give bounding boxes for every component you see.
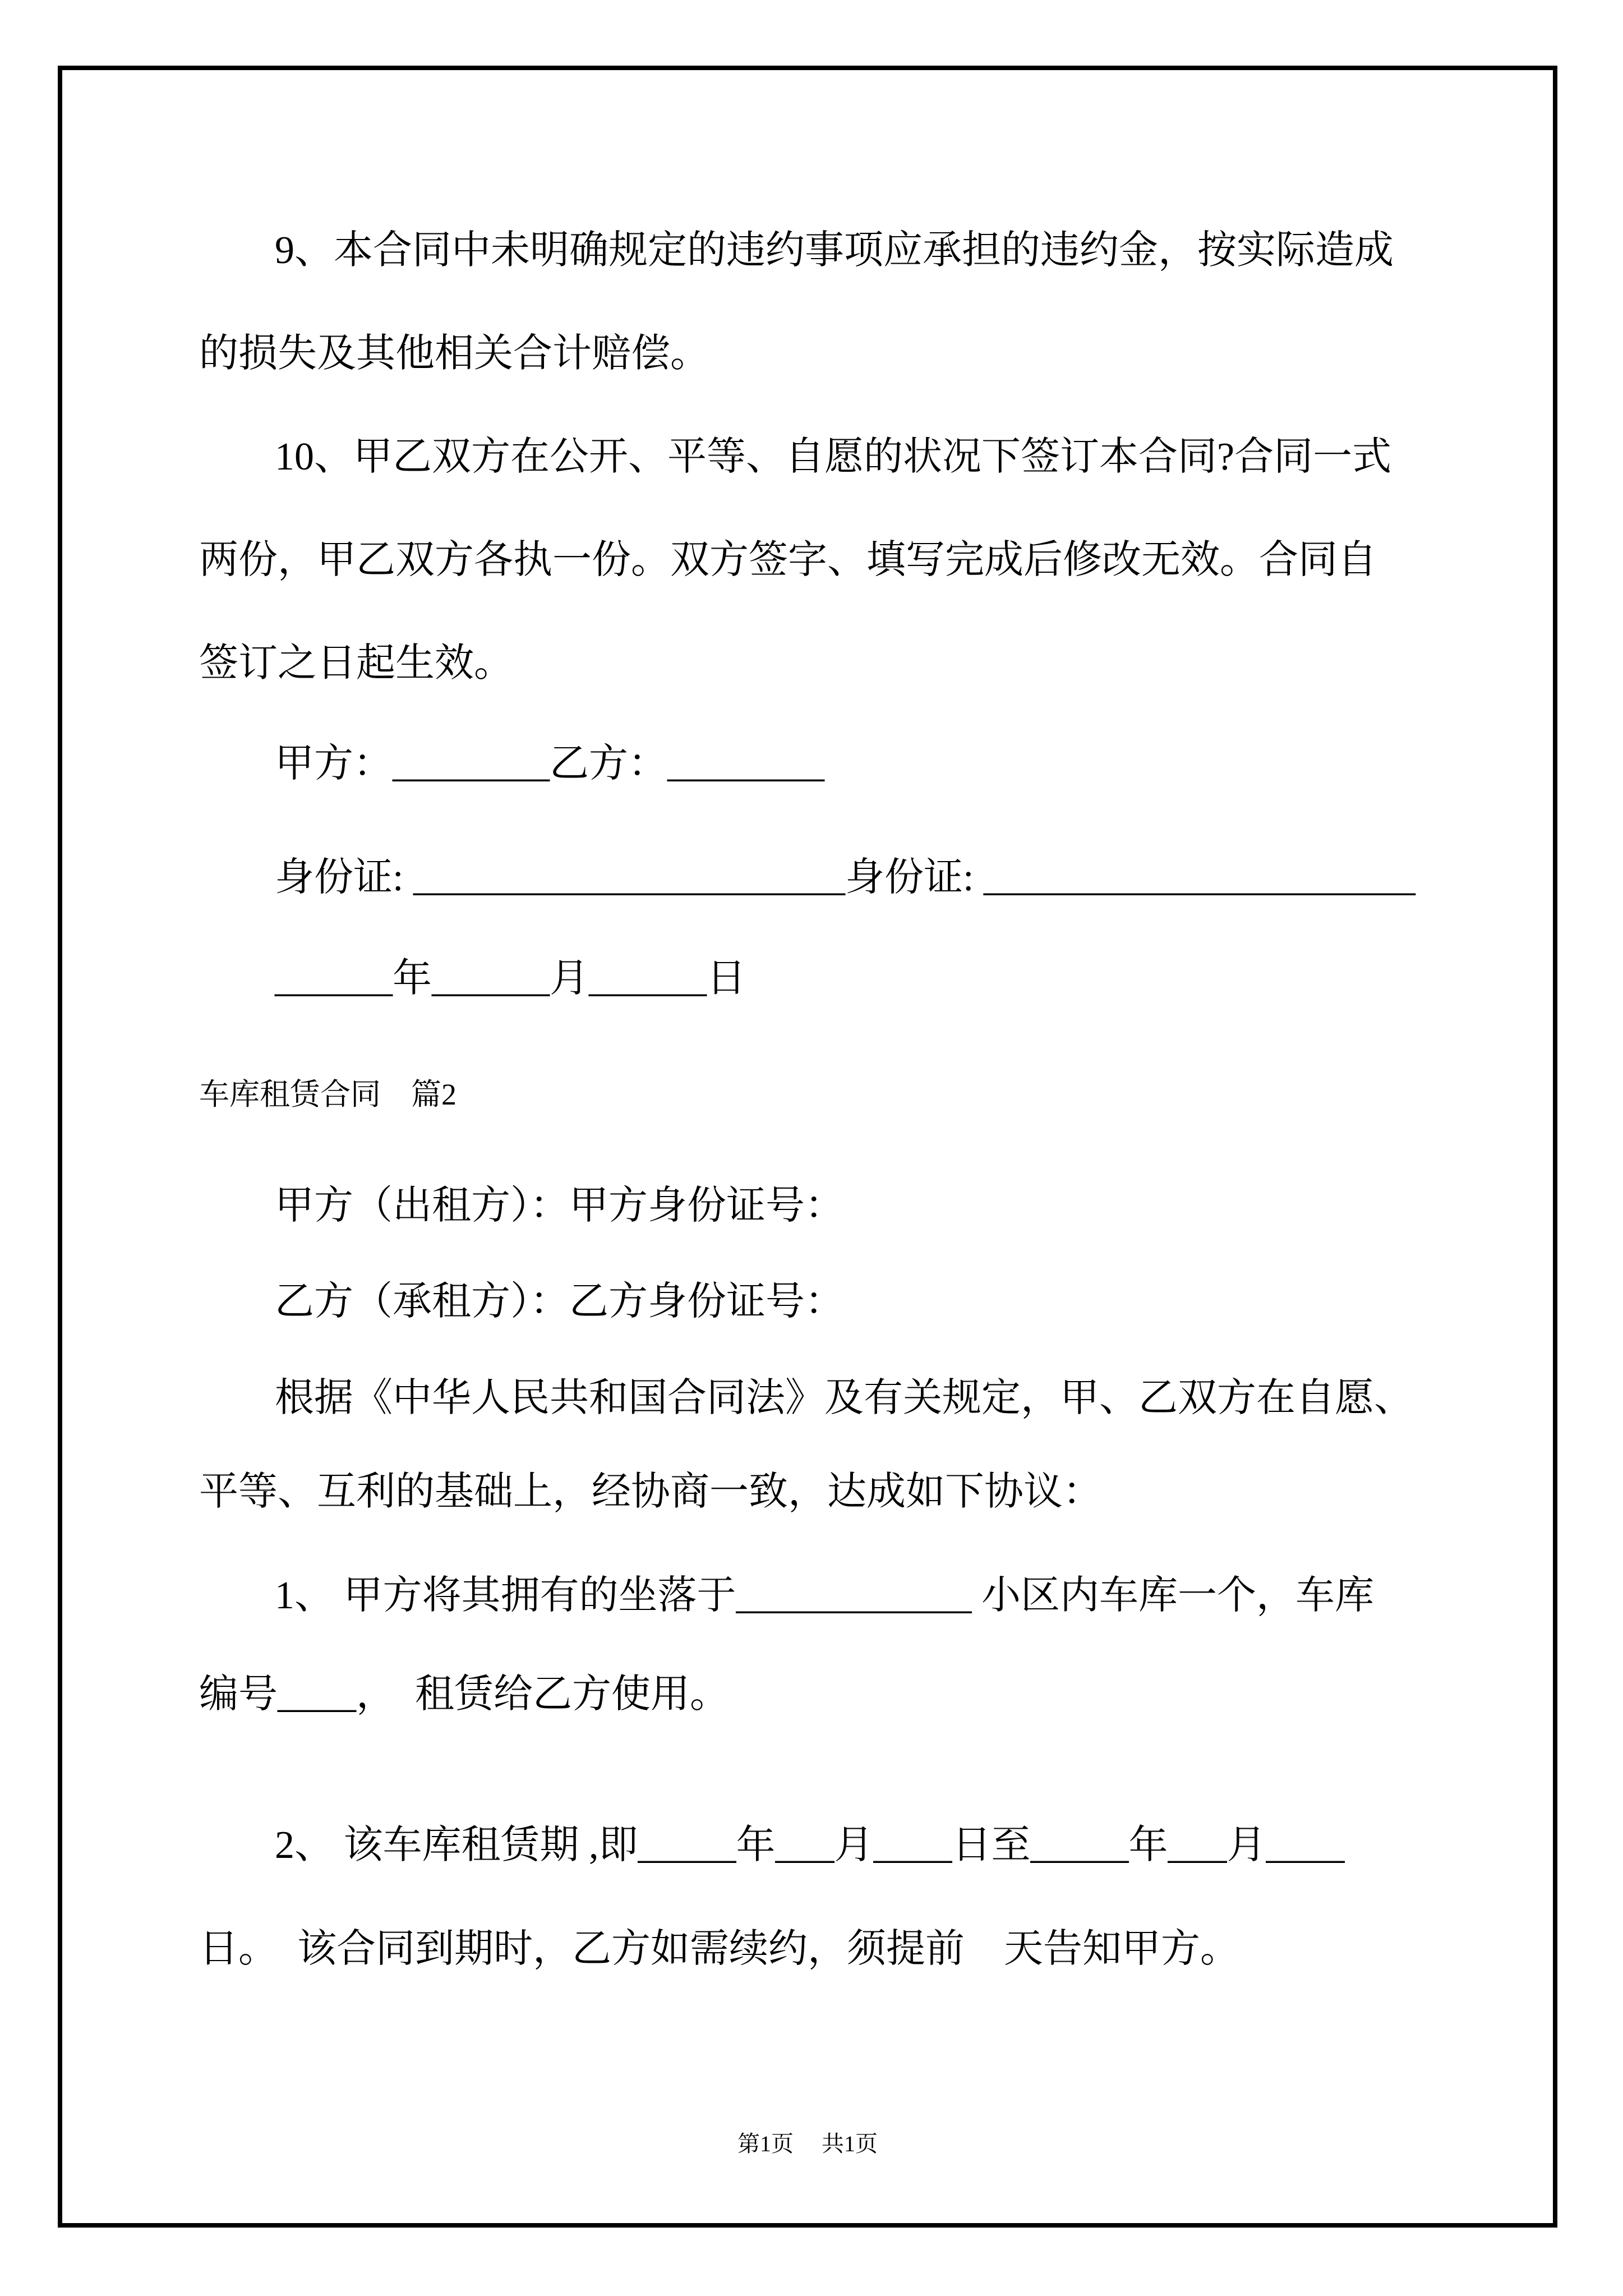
clause-1-line-1: 1、 甲方将其拥有的坐落于____________ 小区内车库一个，车库 — [275, 1574, 1374, 1617]
signature-idcard-line: 身份证: ______________________身份证: ______________________ — [275, 856, 1415, 899]
section-title-part2: 车库租赁合同 篇2 — [199, 1078, 457, 1111]
signature-party-line: 甲方：________乙方：________ — [275, 742, 824, 785]
party-a-line: 甲方（出租方）：甲方身份证号： — [275, 1184, 844, 1227]
party-b-line: 乙方（承租方）：乙方身份证号： — [275, 1280, 844, 1323]
clause-2-line-1: 2、 该车库租赁期 ,即_____年___月____日至_____年___月____ — [275, 1824, 1345, 1867]
clause-1-line-2: 编号____， 租赁给乙方使用。 — [199, 1673, 729, 1716]
clause-9-line-1: 9、本合同中未明确规定的违约事项应承担的违约金，按实际造成 — [275, 229, 1394, 272]
clause-10-line-2: 两份，甲乙双方各执一份。双方签字、填写完成后修改无效。合同自 — [199, 539, 1377, 582]
clause-10-line-3: 签订之日起生效。 — [199, 642, 513, 685]
page-border-frame — [58, 66, 1557, 2228]
legal-basis-line-2: 平等、互利的基础上，经协商一致，达成如下协议： — [199, 1470, 1102, 1513]
clause-9-line-2: 的损失及其他相关合计赔偿。 — [199, 332, 709, 375]
legal-basis-line-1: 根据《中华人民共和国合同法》及有关规定，甲、乙双方在自愿、 — [275, 1377, 1413, 1420]
signature-date-line: ______年______月______日 — [275, 957, 746, 1000]
clause-10-line-1: 10、甲乙双方在公开、平等、自愿的状况下签订本合同?合同一式 — [275, 435, 1392, 478]
page-number-footer: 第1页 共1页 — [737, 2131, 878, 2156]
clause-2-line-2: 日。 该合同到期时，乙方如需续约，须提前 天告知甲方。 — [199, 1927, 1239, 1971]
